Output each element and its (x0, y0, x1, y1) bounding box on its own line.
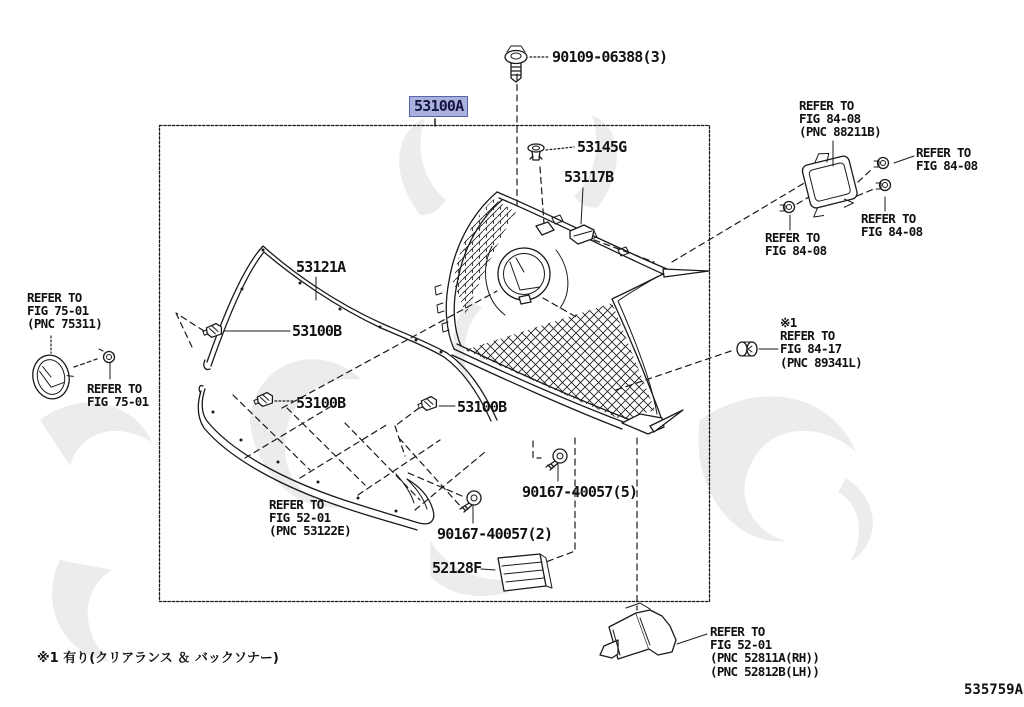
part-label-53100b-2[interactable]: 53100B (296, 394, 346, 412)
ref-line: FIG 75-01 (27, 303, 89, 319)
grommet-icon (876, 180, 891, 191)
ref-line: FIG 84-17 (780, 341, 842, 357)
part-label-53100b-3[interactable]: 53100B (457, 398, 507, 416)
part-label-90167-40057-2[interactable]: 90167-40057(2) (437, 525, 553, 543)
ref-note-fig84-08-mid (861, 212, 922, 238)
part-label-53121a[interactable]: 53121A (296, 258, 346, 276)
ref-note-fig52-01-lip (269, 498, 351, 538)
ref-note-fig84-08-right (916, 146, 977, 172)
ref-note-fig75-01-emblem (27, 291, 102, 331)
part-label-90109-06388[interactable]: 90109-06388(3) (552, 48, 668, 66)
part-label-53100a-highlighted[interactable]: 53100A (409, 96, 468, 117)
ref-line: (PNC 52811A(RH)) (710, 650, 820, 666)
sensor-unit-drawing (799, 147, 860, 218)
watermark-oni-mask (40, 115, 873, 666)
grommet-icon (780, 202, 795, 213)
hood-molding-53121a-drawing (204, 246, 497, 421)
screw-icon (546, 449, 567, 470)
ref-line: REFER TO (269, 497, 324, 512)
corner-bracket-drawing (600, 603, 676, 659)
ref-line: REFER TO (710, 624, 765, 639)
ref-line: FIG 84-08 (799, 111, 861, 127)
footnote-text: ※1 有り(クリアランス ＆ バックソナー) (37, 651, 279, 666)
ref-line: ※1 (780, 315, 797, 330)
part-label-53117b[interactable]: 53117B (564, 168, 614, 186)
drawing-number: 535759A (964, 682, 1024, 698)
part-label-53100b-1[interactable]: 53100B (292, 322, 342, 340)
clip-icon-53100b (202, 323, 223, 339)
part-label-53145g[interactable]: 53145G (577, 138, 627, 156)
ref-line: (PNC 88211B) (799, 124, 881, 140)
clip-icon-53145g (528, 144, 544, 160)
ref-note-fig84-08-main (799, 99, 881, 139)
grommet-icon (874, 158, 889, 169)
part-label-90167-40057-5[interactable]: 90167-40057(5) (522, 483, 638, 501)
bolt-icon (505, 46, 527, 82)
part-label-52128f[interactable]: 52128F (432, 559, 482, 577)
ref-line: (PNC 52812B(LH)) (710, 663, 820, 679)
ref-note-fig84-08-left (765, 231, 826, 257)
ref-line: (PNC 53122E) (269, 523, 351, 539)
ref-note-fig75-01-clip (87, 382, 148, 408)
screw-icon (460, 491, 481, 512)
sonar-clip-icon (737, 342, 757, 356)
ref-line: FIG 52-01 (710, 637, 772, 653)
clip-icon-53100b (417, 396, 438, 412)
ref-line: FIG 84-08 (861, 224, 923, 240)
ref-line: FIG 84-08 (916, 158, 978, 174)
emblem-clip-icon (99, 349, 115, 363)
ref-line: (PNC 89341L) (780, 354, 862, 370)
ref-line: REFER TO (799, 98, 854, 113)
ref-line: FIG 84-08 (765, 243, 827, 259)
ref-line: FIG 75-01 (87, 394, 149, 410)
ref-line: REFER TO (87, 381, 142, 396)
ref-line: REFER TO (780, 328, 835, 344)
ref-line: REFER TO (765, 230, 820, 245)
lexus-emblem-drawing (29, 351, 77, 402)
ref-note-fig52-01-bracket (710, 625, 819, 678)
ref-line: FIG 52-01 (269, 510, 331, 526)
ref-note-fig84-17 (780, 316, 862, 369)
ref-line: REFER TO (916, 145, 971, 160)
grille-52128f-drawing (498, 554, 552, 591)
ref-line: REFER TO (861, 211, 916, 226)
ref-line: (PNC 75311) (27, 316, 103, 332)
ref-line: REFER TO (27, 290, 82, 305)
